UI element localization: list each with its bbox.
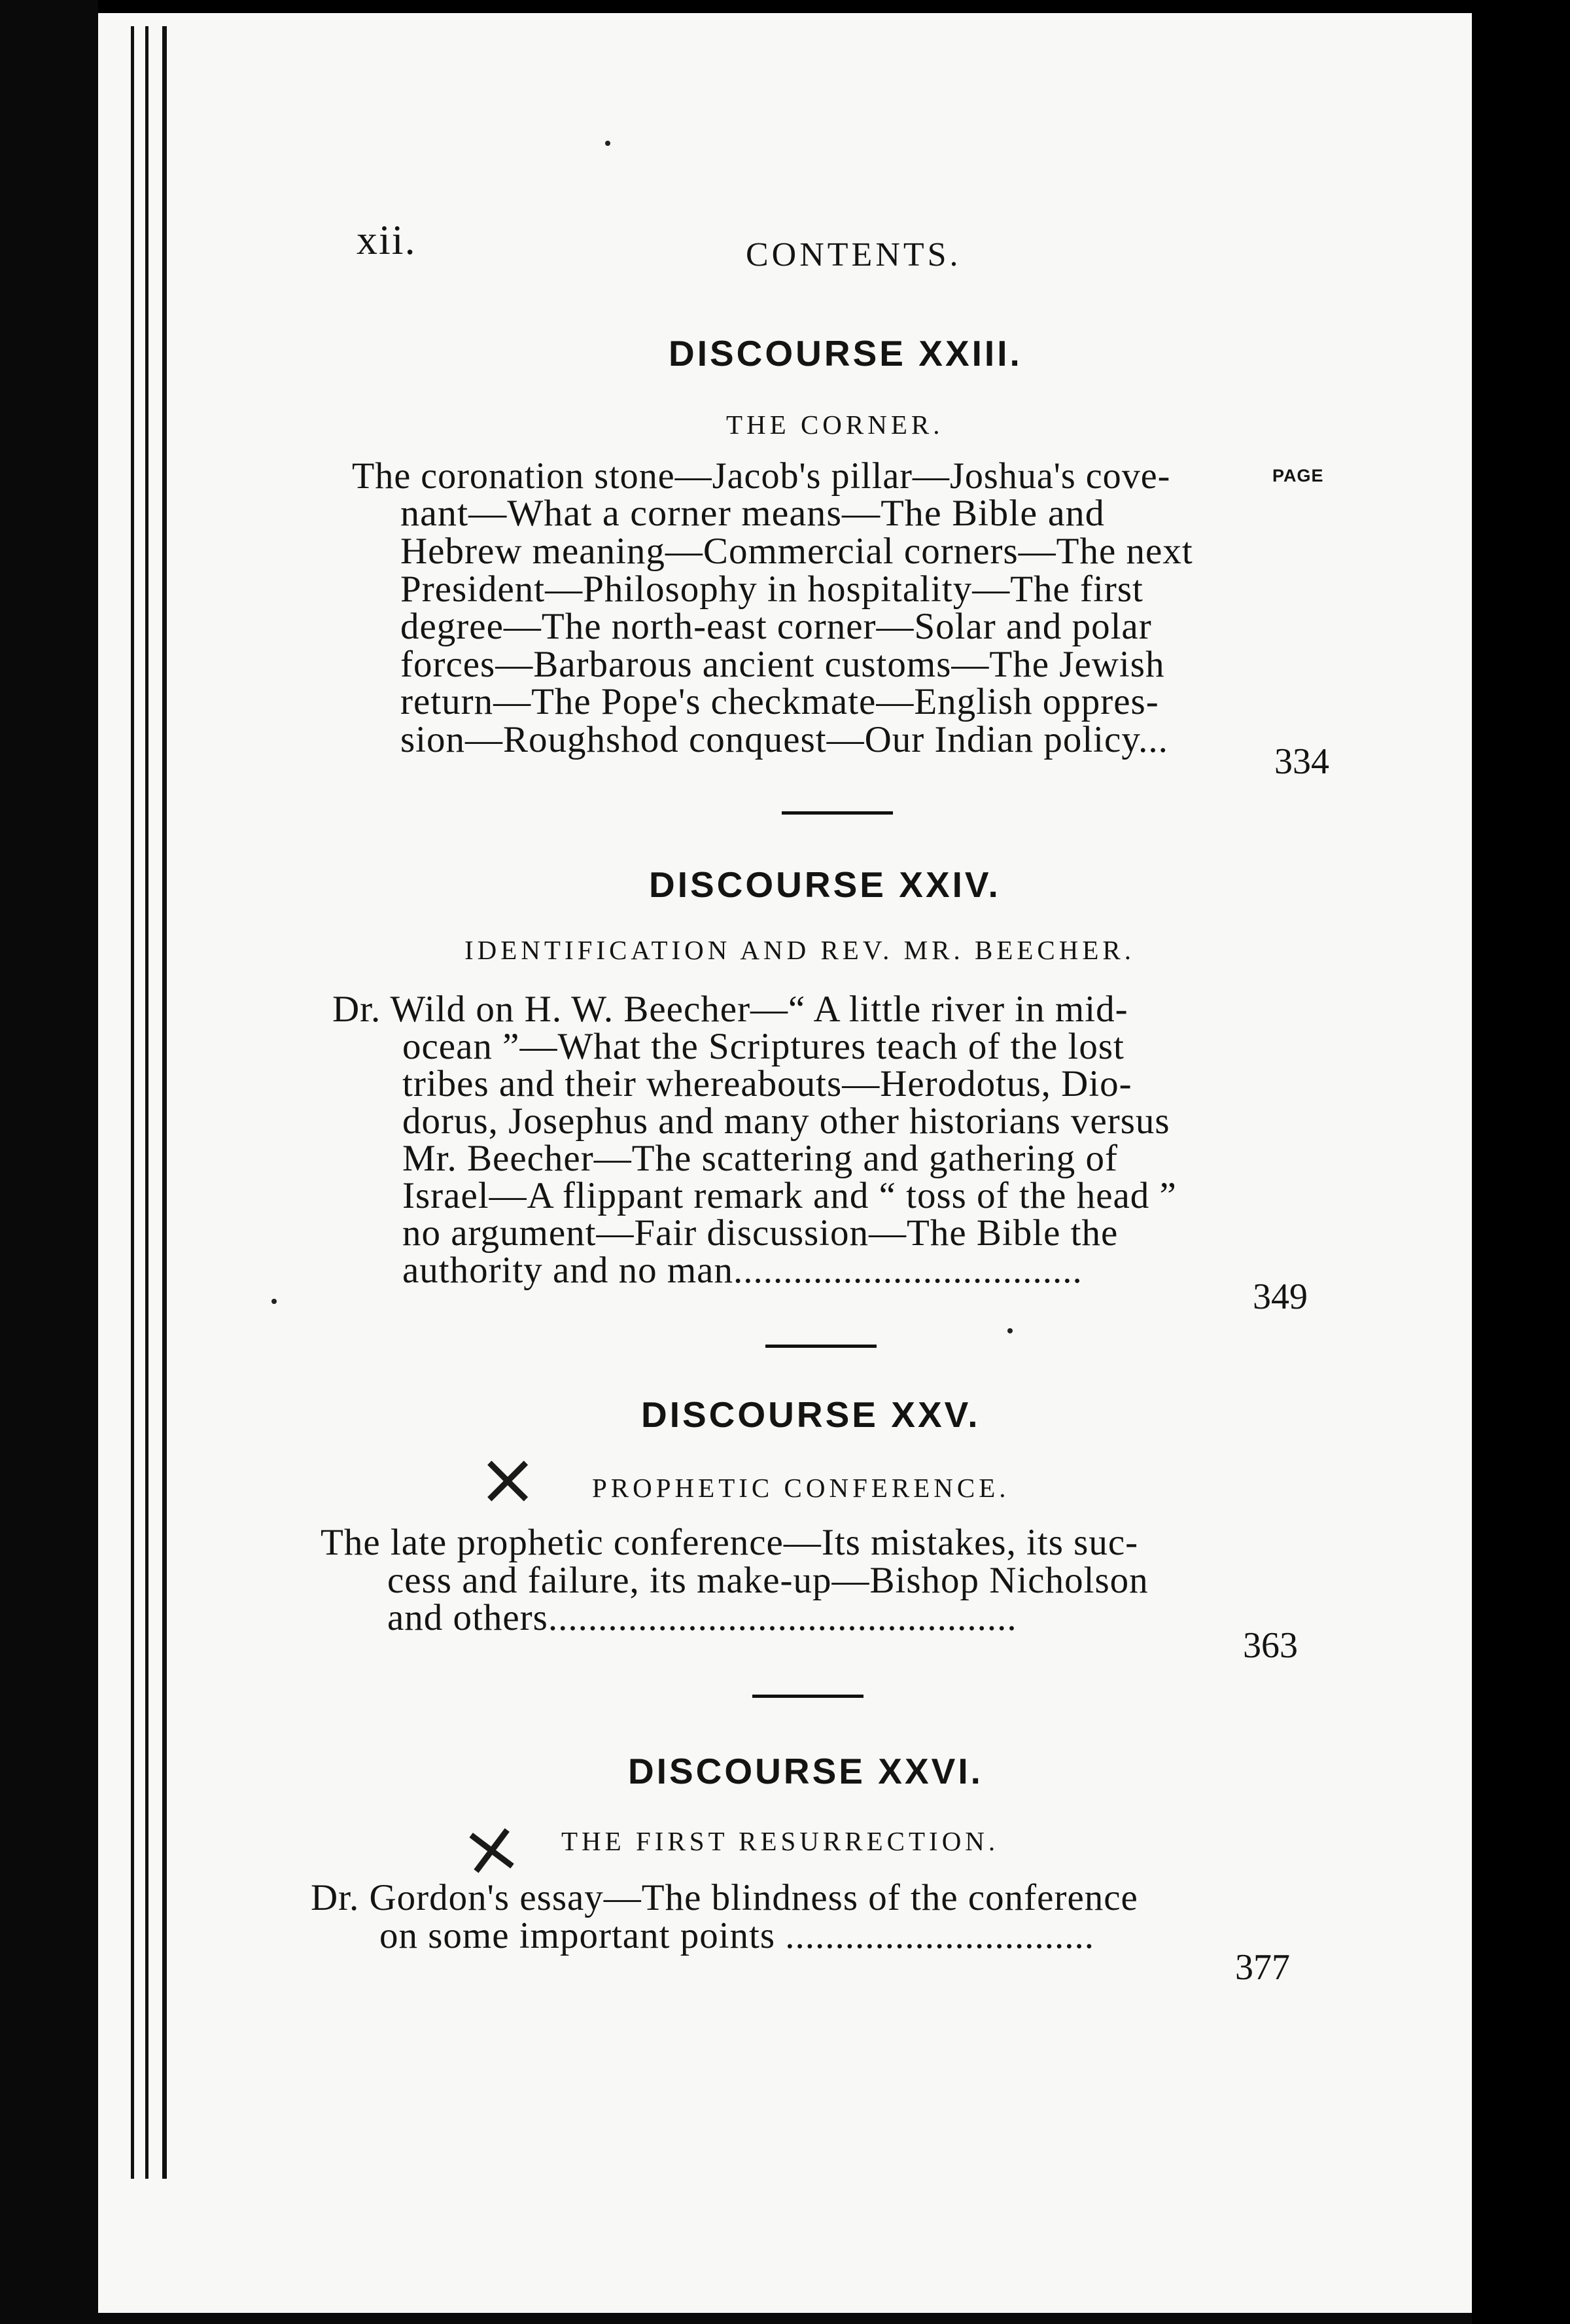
running-head: CONTENTS.	[746, 236, 962, 273]
entry-line: tribes and their whereabouts—Herodotus, Dio-	[402, 1063, 1132, 1104]
entry-line: The coronation stone—Jacob's pillar—Joshua's cove-	[352, 455, 1171, 497]
handwritten-x-mark: ×	[455, 1803, 527, 1894]
discourse-title: PROPHETIC CONFERENCE.	[592, 1473, 1010, 1503]
page-number: 334	[1274, 741, 1329, 782]
page-edge-line	[162, 26, 167, 2179]
entry-line: nant—What a corner means—The Bible and	[400, 493, 1105, 534]
page-edge-line	[131, 26, 134, 2179]
discourse-title: IDENTIFICATION AND REV. MR. BEECHER.	[464, 935, 1136, 965]
section-rule	[782, 811, 893, 815]
entry-line: Israel—A flippant remark and “ toss of the head ”	[402, 1175, 1177, 1216]
entry-line: Dr. Gordon's essay—The blindness of the conference	[311, 1877, 1138, 1918]
entry-line: ocean ”—What the Scriptures teach of the lost	[402, 1026, 1125, 1067]
entry-line: President—Philosophy in hospitality—The first	[400, 569, 1143, 610]
section-rule	[765, 1345, 877, 1348]
discourse-title: THE CORNER.	[726, 410, 944, 440]
entry-line: sion—Roughshod conquest—Our Indian policy...	[400, 719, 1168, 760]
scan-border-right	[1531, 0, 1570, 2324]
entry-line: return—The Pope's checkmate—English oppres-	[400, 681, 1159, 722]
entry-line: The late prophetic conference—Its mistakes, its suc-	[321, 1522, 1139, 1563]
entry-line: degree—The north-east corner—Solar and polar	[400, 606, 1152, 647]
page-number: 377	[1235, 1947, 1290, 1988]
scan-speck	[271, 1299, 277, 1304]
entry-line: no argument—Fair discussion—The Bible the	[402, 1212, 1119, 1254]
scan-speck	[1007, 1328, 1013, 1333]
folio-number: xii.	[357, 217, 417, 263]
entry-line: dorus, Josephus and many other historians versus	[402, 1100, 1170, 1142]
page-number: 349	[1253, 1276, 1308, 1317]
scan-border-bottom	[98, 2313, 1472, 2324]
discourse-title: THE FIRST RESURRECTION.	[561, 1826, 1000, 1856]
entry-line: Dr. Wild on H. W. Beecher—“ A little river in mid-	[332, 989, 1128, 1030]
page-column-label: PAGE	[1272, 466, 1324, 485]
discourse-heading: DISCOURSE XXV.	[641, 1394, 981, 1435]
scan-speck	[605, 141, 610, 146]
entry-line: authority and no man...................................	[402, 1250, 1083, 1291]
discourse-heading: DISCOURSE XXIII.	[669, 333, 1022, 374]
page-number: 363	[1243, 1625, 1298, 1666]
section-rule	[752, 1695, 864, 1698]
entry-line: and others...............................................	[387, 1597, 1017, 1638]
entry-line: forces—Barbarous ancient customs—The Jewish	[400, 644, 1165, 685]
entry-line: Hebrew meaning—Commercial corners—The next	[400, 531, 1193, 572]
discourse-heading: DISCOURSE XXVI.	[628, 1751, 983, 1791]
discourse-heading: DISCOURSE XXIV.	[649, 864, 1001, 905]
handwritten-x-mark: ×	[478, 1437, 538, 1521]
entry-line: cess and failure, its make-up—Bishop Nicholson	[387, 1560, 1149, 1601]
entry-line: on some important points ...............................	[379, 1915, 1095, 1956]
page-edge-line	[145, 26, 148, 2179]
entry-line: Mr. Beecher—The scattering and gathering of	[402, 1138, 1118, 1179]
scan-border-left	[0, 0, 98, 2324]
